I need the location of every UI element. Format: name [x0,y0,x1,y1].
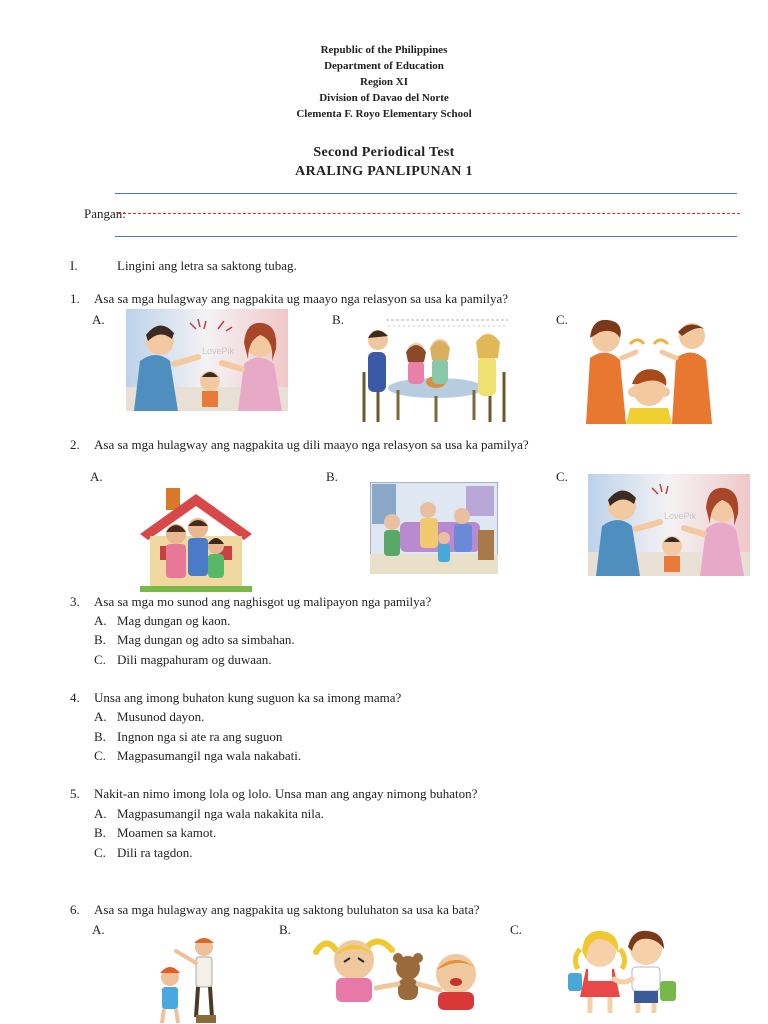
section-numeral: I. [70,258,78,273]
q1-choice-b[interactable]: B. [332,312,344,327]
q3-choice-b-text[interactable]: Mag dungan og adto sa simbahan. [117,632,295,647]
q5-text: Nakit-an nimo imong lola og lolo. Unsa man ang angay nimong buhaton? [94,786,478,801]
name-input-line[interactable] [118,213,740,214]
q2-watermark: LovePik [664,511,697,521]
q3-choice-b-letter[interactable]: B. [94,632,106,647]
q2-text: Asa sa mga hulagway ang nagpakita ug dili maayo nga relasyon sa usa ka pamilya? [94,437,529,452]
q4-choice-c-text[interactable]: Magpasumangil nga wala nakabati. [117,748,302,763]
q6-image-children-fighting [306,932,496,1012]
q4-choice-c-letter[interactable]: C. [94,748,106,763]
q3-choice-a-letter[interactable]: A. [94,613,107,628]
q2-choice-c[interactable]: C. [556,469,568,484]
header-department: Department of Education [324,60,444,72]
q6-choice-b[interactable]: B. [279,922,291,937]
test-title: Second Periodical Test [313,145,455,160]
q3-choice-c-text[interactable]: Dili magpahuram og duwaan. [117,652,272,667]
q4-choice-a-text[interactable]: Musunod dayon. [117,709,205,724]
q5-choice-c-text[interactable]: Dili ra tagdon. [117,845,193,860]
q2-image-arguing-parents [588,474,750,576]
q2-image-living-room [370,482,498,574]
top-rule [115,193,737,194]
q1-watermark: LovePik [202,346,235,356]
header-republic: Republic of the Philippines [320,44,448,56]
q1-image-child-covering-ears [586,318,712,424]
q4-choice-b-text[interactable]: Ingnon nga si ate ra ang suguon [117,729,283,744]
q4-choice-b-letter[interactable]: B. [94,729,106,744]
test-subject: ARALING PANLIPUNAN 1 [295,164,473,179]
header-division: Division of Davao del Norte [319,92,449,104]
q6-text: Asa sa mga hulagway ang nagpakita ug saktong buluhaton sa usa ka bata? [94,902,480,917]
q2-image-family-house [136,482,256,592]
q5-choice-a-text[interactable]: Magpasumangil nga wala nakakita nila. [117,806,324,821]
q1-choice-a[interactable]: A. [92,312,105,327]
q6-image-child-helping [146,933,232,1024]
name-label: Pangan: [84,206,126,221]
q3-choice-c-letter[interactable]: C. [94,652,106,667]
header-school: Clementa F. Royo Elementary School [296,108,472,120]
q6-choice-c[interactable]: C. [510,922,522,937]
q5-choice-b-letter[interactable]: B. [94,825,106,840]
q2-number: 2. [70,437,80,452]
q6-choice-a[interactable]: A. [92,922,105,937]
q1-choice-c[interactable]: C. [556,312,568,327]
q6-image-children-holding-hands [562,925,682,1017]
q2-choice-b[interactable]: B. [326,469,338,484]
q5-choice-a-letter[interactable]: A. [94,806,107,821]
q3-choice-a-text[interactable]: Mag dungan og kaon. [117,613,231,628]
q3-text: Asa sa mga mo sunod ang naghisgot ug malipayon nga pamilya? [94,594,432,609]
q6-number: 6. [70,902,80,917]
q4-choice-a-letter[interactable]: A. [94,709,107,724]
q4-text: Unsa ang imong buhaton kung suguon ka sa imong mama? [94,690,402,705]
q5-choice-b-text[interactable]: Moamen sa kamot. [117,825,217,840]
q3-number: 3. [70,594,80,609]
q4-number: 4. [70,690,80,705]
q1-number: 1. [70,291,80,306]
section-instruction: Lingini ang letra sa saktong tubag. [117,258,297,273]
q1-image-arguing-parents [126,309,288,411]
q2-choice-a[interactable]: A. [90,469,103,484]
bottom-rule [115,236,737,237]
q1-image-family-dinner [358,312,510,424]
header-region: Region XI [360,76,408,88]
q1-text: Asa sa mga hulagway ang nagpakita ug maayo nga relasyon sa usa ka pamilya? [94,291,509,306]
q5-choice-c-letter[interactable]: C. [94,845,106,860]
q5-number: 5. [70,786,80,801]
